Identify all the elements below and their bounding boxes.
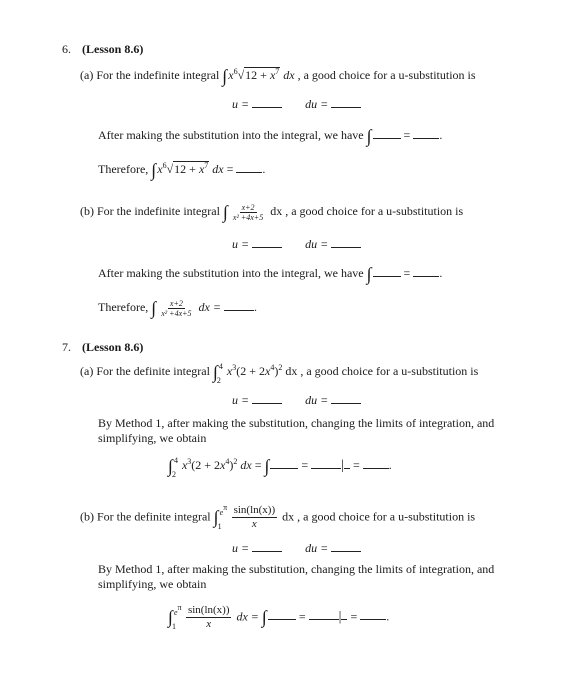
period: . <box>439 266 443 280</box>
q7b-intro: For the definite integral <box>97 509 211 524</box>
period: . <box>262 162 266 176</box>
q7a-lower-limit: 2 <box>216 376 221 386</box>
period: . <box>253 300 257 314</box>
q7b-upper-limit-2: e <box>173 607 178 617</box>
q6b-u-row <box>232 236 361 251</box>
q7b-lower-limit-2: 1 <box>171 621 176 631</box>
q6a-therefore-label: Therefore, <box>98 162 149 176</box>
q7b-numerator-2: sin(ln(x)) <box>187 604 230 616</box>
q6b-after-row: After making the substitution into the integral, we have ∫ = . <box>98 264 443 284</box>
q6a-intro: For the indefinite integral <box>96 68 220 82</box>
equals-sign: = <box>226 162 234 176</box>
q6b-du-blank[interactable] <box>331 236 361 248</box>
q6b-prompt: (b) For the indefinite integral ∫ $\frac{x+2}{\text{x² +4x+5}}$ dx , a good choice for a u-substitution is <box>80 202 464 222</box>
q7a-label: (a) <box>80 364 94 378</box>
q6-number: 6. <box>62 42 71 56</box>
q6a-therefore-row: Therefore, $\int x^6√12 + x^7$ dx = . <box>98 160 266 180</box>
q7-number: 7. <box>62 340 71 354</box>
q7b-denominator: x <box>251 518 257 530</box>
equals-sign: = <box>254 458 262 472</box>
q7a-u-blank[interactable] <box>252 392 282 404</box>
q7b-result-row: ∫ $e^\pi$ 1 $\frac{\sin(\ln(x))}{x}$ dx = ∫ = | = . <box>168 604 389 631</box>
q7b-u-label: u = <box>232 541 250 555</box>
q6a-du-blank[interactable] <box>331 96 361 108</box>
q6b-dx-eq: dx = <box>198 300 221 314</box>
q7-lesson: (Lesson 8.6) <box>82 340 144 354</box>
q7a-upper-limit-2: 4 <box>173 456 178 466</box>
q7b-method-line1: By Method 1, after making the substitution, changing the limits of integration, and <box>98 562 495 576</box>
q7a-antideriv-blank[interactable] <box>311 457 341 469</box>
q7b-upper-exp: π <box>223 502 228 512</box>
q7a-outro: dx , a good choice for a u-substitution is <box>285 364 479 378</box>
equals-sign: = <box>403 128 411 142</box>
q6b-du-label: du = <box>305 237 329 251</box>
q7b-answer-blank[interactable] <box>360 608 386 620</box>
q6b-fraction <box>231 203 265 222</box>
equals-sign: = <box>350 609 358 624</box>
q6-lesson: (Lesson 8.6) <box>82 42 144 56</box>
equals-sign: = <box>353 458 360 472</box>
q7a-method-line1: By Method 1, after making the substitution, changing the limits of integration, and <box>98 416 495 430</box>
q7b-u-blank[interactable] <box>252 540 282 552</box>
q7-header <box>62 340 143 354</box>
equals-sign: = <box>403 266 411 280</box>
q7b-denominator-2: x <box>206 618 212 630</box>
q6b-answer-blank[interactable] <box>224 299 254 311</box>
q6b-intro: For the indefinite integral <box>97 204 220 218</box>
q7b-bounds-blank[interactable] <box>341 608 347 620</box>
q7a-lower-limit-2: 2 <box>171 470 176 480</box>
q7b-upper-limit: e <box>219 507 224 517</box>
q7b-method-line2: simplifying, we obtain <box>98 577 207 591</box>
q6b-u-label: u = <box>232 237 250 251</box>
equals-sign: = <box>298 609 306 624</box>
q7a-u-row <box>232 392 361 407</box>
q7a-method-line2: simplifying, we obtain <box>98 431 207 445</box>
q6a-prompt <box>80 66 476 86</box>
q7a-result-row: ∫ 4 2 $x^3(2 + 2x^4)^2$ dx = ∫ = | = . <box>168 456 392 473</box>
q6b-label: (b) <box>80 204 94 218</box>
q6b-numerator: x+2 <box>241 202 255 212</box>
q7a-upper-limit: 4 <box>218 362 223 372</box>
q7b-dx-eq: dx = <box>236 609 259 624</box>
q7a-answer-blank[interactable] <box>363 457 389 469</box>
q6b-therefore-row: Therefore, ∫ $\frac{x+2}{\text{x² +4x+5}}$ dx = . <box>98 298 257 318</box>
q6b-after-text: After making the substitution into the integral, we have <box>98 266 364 280</box>
q7b-numerator: sin(ln(x)) <box>233 504 276 516</box>
q6a-u-blank[interactable] <box>252 96 282 108</box>
q6a-after-row: After making the substitution into the integral, we have ∫ = . <box>98 126 443 146</box>
q7a-intro: For the definite integral <box>96 364 210 378</box>
q7a-du-label: du = <box>305 393 329 407</box>
period: . <box>388 458 392 472</box>
q6b-outro: dx , a good choice for a u-substitution is <box>270 204 464 218</box>
q6a-du-label: du = <box>305 97 329 111</box>
q6a-outro: , a good choice for a u-substitution is <box>297 68 476 82</box>
q7a-u-label: u = <box>232 393 250 407</box>
q7a-integral-blank[interactable] <box>270 457 298 469</box>
q6a-integral-blank[interactable] <box>373 127 401 139</box>
q6b-result-blank[interactable] <box>413 265 439 277</box>
q7a-prompt: (a) For the definite integral ∫ 4 2 $x^3(2 + 2x^4)^2$ dx , a good choice for a u-substitution is <box>80 362 478 379</box>
equals-sign: = <box>301 458 309 472</box>
q6b-therefore-label: Therefore, <box>98 300 149 314</box>
q7b-upper-exp-2: π <box>177 602 182 612</box>
q6b-u-blank[interactable] <box>252 236 282 248</box>
q6b-numerator-2: x+2 <box>169 298 183 308</box>
q7b-lower-limit: 1 <box>217 521 222 531</box>
q7b-label: (b) <box>80 509 94 524</box>
q7b-outro: dx , a good choice for a u-substitution is <box>282 509 476 524</box>
q6-header <box>62 42 143 56</box>
q6a-label: (a) <box>80 68 94 82</box>
q6b-denominator-2: x² +4x+5 <box>161 308 192 318</box>
q7b-prompt: (b) For the definite integral ∫ $e^\pi$ 1 $\frac{\sin(\ln(x))}{x}$ dx , a good choice for a u-substitution is <box>80 504 475 531</box>
q6a-u-row <box>232 96 361 111</box>
q7b-antideriv-blank[interactable] <box>309 608 339 620</box>
q7a-bounds-blank[interactable] <box>344 457 350 469</box>
q6a-integrand: $\int x^6√12 + x^7$ dx <box>222 66 295 86</box>
q7b-integral-blank[interactable] <box>268 608 296 620</box>
q7b-u-row <box>232 540 361 555</box>
q7b-du-blank[interactable] <box>331 540 361 552</box>
q6a-after-text: After making the substitution into the integral, we have <box>98 128 364 142</box>
q7a-du-blank[interactable] <box>331 392 361 404</box>
q6a-answer-blank[interactable] <box>236 161 262 173</box>
q7b-du-label: du = <box>305 541 329 555</box>
period: . <box>439 128 443 142</box>
q6a-result-blank[interactable] <box>413 127 439 139</box>
q6a-u-label: u = <box>232 97 250 111</box>
period: . <box>386 609 390 624</box>
q6b-integral-blank[interactable] <box>373 265 401 277</box>
q6b-denominator: x² +4x+5 <box>232 212 264 222</box>
